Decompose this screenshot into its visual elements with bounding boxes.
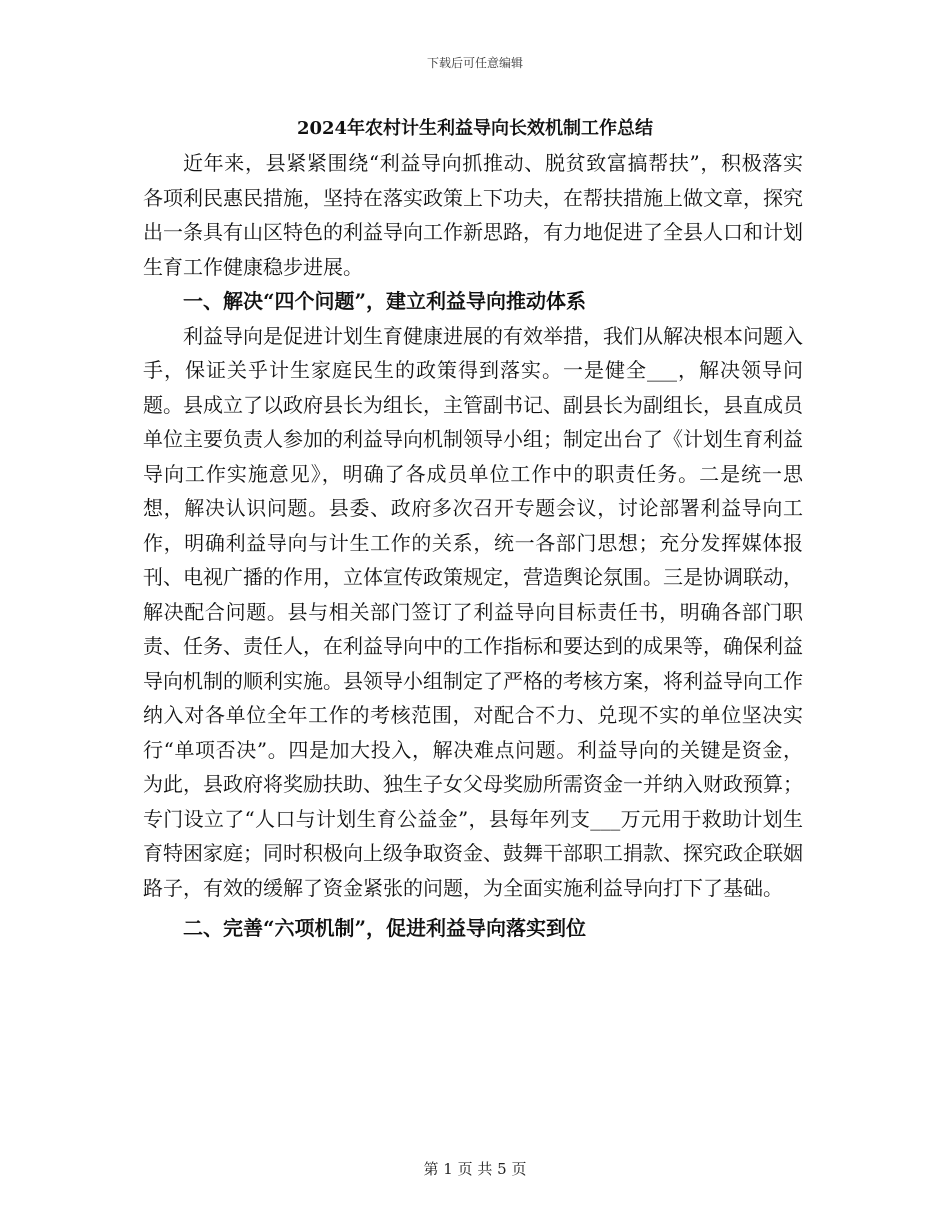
section-2-heading: 二、完善“六项机制”，促进利益导向落实到位 [183, 916, 587, 940]
document-body [143, 146, 803, 946]
page-number-footer: 第 1 页 共 5 页 [423, 1160, 527, 1178]
section-1-paragraph: 利益导向是促进计划生育健康进展的有效举措，我们从解决根本问题入手，保证关乎计生家庭民生的政策得到落实。一是健全___，解决领导问题。县成立了以政府县长为组长，主管副书记、副县长为副组长，县直成员单位主要负责人参加的利益导向机制领导小组；制定出台了《计划生育利益导向工作实施意见》，明确了各成员单位工作中的职责任务。二是统一思想，解决认识问题。县委、政府多次召开专题会议，讨论部署利益导向工作，明确利益导向与计生工作的关系，统一各部门思想；充分发挥媒体报刊、电视广播的作用，立体宣传政策规定，营造舆论氛围。三是协调联动，解决配合问题。县与相关部门签订了利益导向目标责任书，明确各部门职责、任务、责任人，在利益导向中的工作指标和要达到的成果等，确保利益导向机制的顺利实施。县领导小组制定了严格的考核方案，将利益导向工作纳入对各单位全年工作的考核范围，对配合不力、兑现不实的单位坚决实行“单项否决”。四是加大投入，解决难点问题。利益导向的关键是资金，为此，县政府将奖励扶助、独生子女父母奖励所需资金一并纳入财政预算；专门设立了“人口与计划生育公益金”，县每年列支___万元用于救助计划生育特困家庭；同时积极向上级争取资金、鼓舞干部职工捐款、探究政企联姻路子，有效的缓解了资金紧张的问题，为全面实施利益导向打下了基础。 [143, 323, 803, 900]
page-header-note: 下载后可任意编辑 [426, 56, 523, 70]
intro-paragraph: 近年来，县紧紧围绕“利益导向抓推动、脱贫致富搞帮扶”，积极落实各项利民惠民措施，坚持在落实政策上下功夫，在帮扶措施上做文章，探究出一条具有山区特色的利益导向工作新思路，有力地促进了全县人口和计划生育工作健康稳步进展。 [143, 151, 803, 279]
section-1-heading: 一、解决“四个问题”，建立利益导向推动体系 [183, 289, 587, 313]
document-title: 2024年农村计生利益导向长效机制工作总结 [296, 118, 654, 139]
